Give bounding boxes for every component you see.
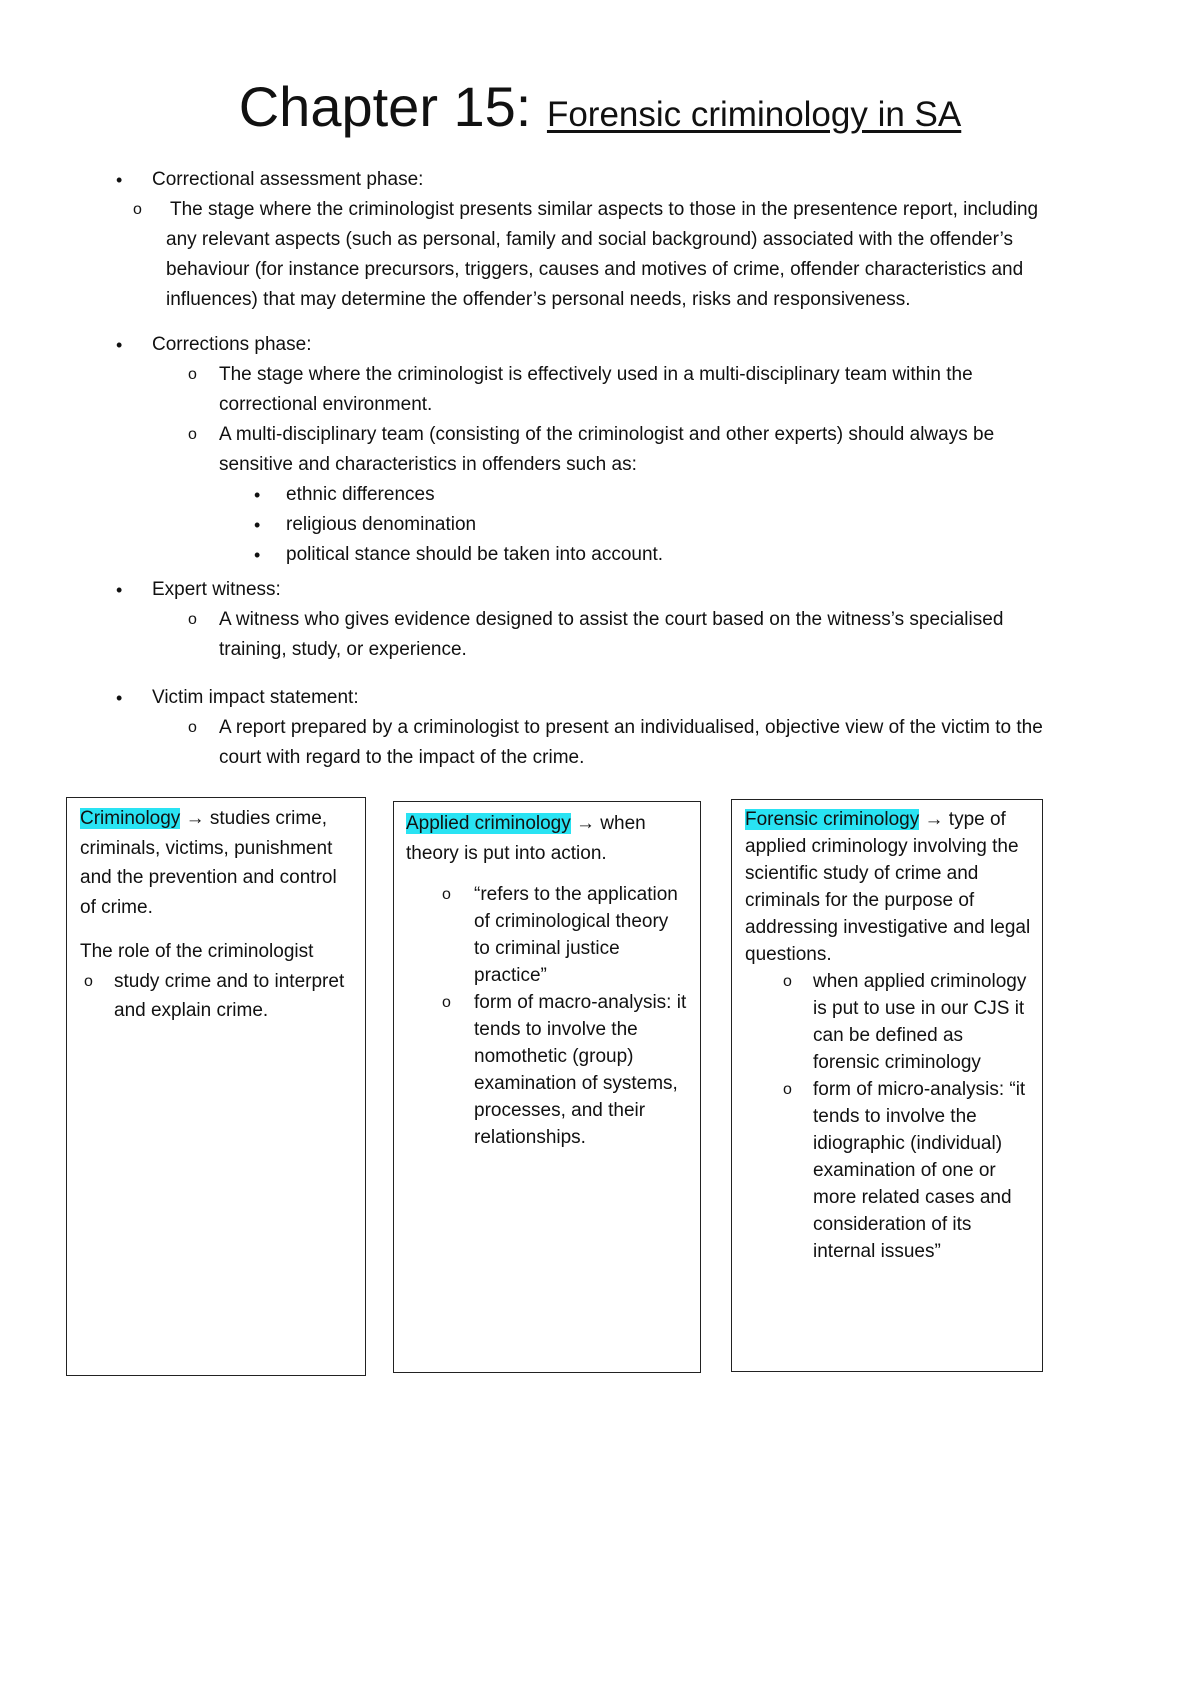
text-line: questions. bbox=[745, 944, 832, 965]
text-line: idiographic (individual) bbox=[813, 1133, 1003, 1154]
text-line: any relevant aspects (such as personal, family and social background) associated with the offender’s bbox=[166, 229, 1014, 250]
text-line: court with regard to the impact of the crime. bbox=[219, 747, 585, 768]
text-line: sensitive and characteristics in offenders such as: bbox=[219, 454, 637, 475]
page-title bbox=[0, 72, 1200, 150]
text-line: behaviour (for instance precursors, triggers, causes and motives of crime, offender characteristics and bbox=[166, 259, 1024, 280]
circle-bullet-icon: o bbox=[442, 994, 451, 1011]
text-line: A multi-disciplinary team (consisting of the criminologist and other experts) should always be bbox=[219, 424, 995, 445]
text-line: “refers to the application bbox=[474, 884, 678, 905]
text-line: tends to involve the bbox=[474, 1019, 638, 1040]
text-line: examination of one or bbox=[813, 1160, 996, 1181]
arrow-icon: → bbox=[924, 809, 944, 830]
text-line: study crime and to interpret bbox=[114, 970, 345, 992]
text-line: criminals for the purpose of bbox=[745, 890, 975, 911]
chapter-label: Chapter 15: bbox=[238, 75, 547, 138]
bullet-icon: • bbox=[254, 485, 261, 505]
text-line: The stage where the criminologist presents similar aspects to those in the presentence report, including bbox=[170, 199, 1039, 220]
text-line: internal issues” bbox=[813, 1241, 941, 1262]
text-line: consideration of its bbox=[813, 1214, 972, 1235]
circle-bullet-icon: o bbox=[442, 886, 451, 903]
bullet-icon: • bbox=[116, 170, 123, 190]
text-line: of criminological theory bbox=[474, 911, 669, 932]
text-line: examination of systems, bbox=[474, 1073, 678, 1094]
text-line: theory is put into action. bbox=[406, 842, 607, 864]
arrow-icon: → bbox=[576, 813, 596, 834]
section-heading: Corrections phase: bbox=[152, 334, 312, 355]
circle-bullet-icon: o bbox=[133, 201, 142, 218]
circle-bullet-icon: o bbox=[188, 366, 197, 383]
bullet-icon: • bbox=[116, 688, 123, 708]
circle-bullet-icon: o bbox=[783, 1081, 792, 1098]
section-correctional-assessment bbox=[0, 165, 1200, 315]
text-line: of crime. bbox=[80, 896, 153, 918]
text-line: addressing investigative and legal bbox=[745, 917, 1031, 938]
bullet-icon: • bbox=[254, 545, 261, 565]
text-line: A witness who gives evidence designed to assist the court based on the witness’s specialised bbox=[219, 609, 1004, 630]
section-heading: Victim impact statement: bbox=[152, 687, 359, 708]
chapter-subtitle: Forensic criminology in SA bbox=[546, 95, 962, 134]
text-line: more related cases and bbox=[813, 1187, 1012, 1208]
list-item: ethnic differences bbox=[286, 484, 435, 505]
text-line: The stage where the criminologist is effectively used in a multi-disciplinary team within the bbox=[219, 364, 973, 385]
circle-bullet-icon: o bbox=[188, 719, 197, 736]
text-line: is put to use in our CJS it bbox=[813, 998, 1025, 1019]
arrow-icon: → bbox=[185, 808, 205, 829]
section-corrections-phase bbox=[0, 330, 1200, 570]
text-line: forensic criminology bbox=[813, 1052, 981, 1073]
circle-bullet-icon: o bbox=[188, 426, 197, 443]
text-line: form of macro-analysis: it bbox=[474, 992, 687, 1013]
section-heading: Expert witness: bbox=[152, 579, 281, 600]
text-line: A report prepared by a criminologist to present an individualised, objective view of the victim to the bbox=[219, 717, 1043, 738]
text-line: correctional environment. bbox=[219, 394, 433, 415]
section-expert-witness bbox=[0, 575, 1200, 665]
term-highlight: Forensic criminology bbox=[745, 809, 920, 830]
text-line: relationships. bbox=[474, 1127, 586, 1148]
term-highlight: Applied criminology bbox=[406, 813, 571, 834]
text-line: can be defined as bbox=[813, 1025, 964, 1046]
text-line: type of bbox=[943, 809, 1006, 830]
circle-bullet-icon: o bbox=[783, 973, 792, 990]
section-heading: Correctional assessment phase: bbox=[152, 169, 424, 190]
bullet-icon: • bbox=[116, 335, 123, 355]
term-highlight: Criminology bbox=[80, 808, 181, 829]
bullet-icon: • bbox=[116, 580, 123, 600]
text-line: nomothetic (group) bbox=[474, 1046, 634, 1067]
text-line: influences) that may determine the offender’s personal needs, risks and responsiveness. bbox=[166, 289, 911, 310]
applied-criminology-box bbox=[393, 801, 701, 1373]
criminology-box bbox=[66, 797, 366, 1376]
text-line: and explain crime. bbox=[114, 1000, 269, 1021]
list-item: religious denomination bbox=[286, 514, 477, 535]
section-victim-impact bbox=[0, 683, 1200, 773]
text-line: practice” bbox=[474, 965, 547, 986]
circle-bullet-icon: o bbox=[84, 972, 93, 990]
forensic-criminology-box bbox=[731, 799, 1043, 1372]
text-line: scientific study of crime and bbox=[745, 863, 979, 884]
text-line: processes, and their bbox=[474, 1100, 646, 1121]
text-line: and the prevention and control bbox=[80, 867, 337, 888]
text-line: training, study, or experience. bbox=[219, 639, 467, 660]
text-line: when applied criminology bbox=[813, 971, 1027, 992]
text-line: to criminal justice bbox=[474, 938, 620, 959]
list-item: political stance should be taken into account. bbox=[286, 544, 664, 565]
bullet-icon: • bbox=[254, 515, 261, 535]
text-line: studies crime, bbox=[204, 808, 328, 829]
text-line: when bbox=[595, 813, 646, 834]
circle-bullet-icon: o bbox=[188, 611, 197, 628]
text-line: form of micro-analysis: “it bbox=[813, 1079, 1026, 1100]
text-line: criminals, victims, punishment bbox=[80, 837, 333, 859]
text-line: applied criminology involving the bbox=[745, 836, 1019, 857]
role-heading: The role of the criminologist bbox=[80, 941, 314, 962]
text-line: tends to involve the bbox=[813, 1106, 977, 1127]
